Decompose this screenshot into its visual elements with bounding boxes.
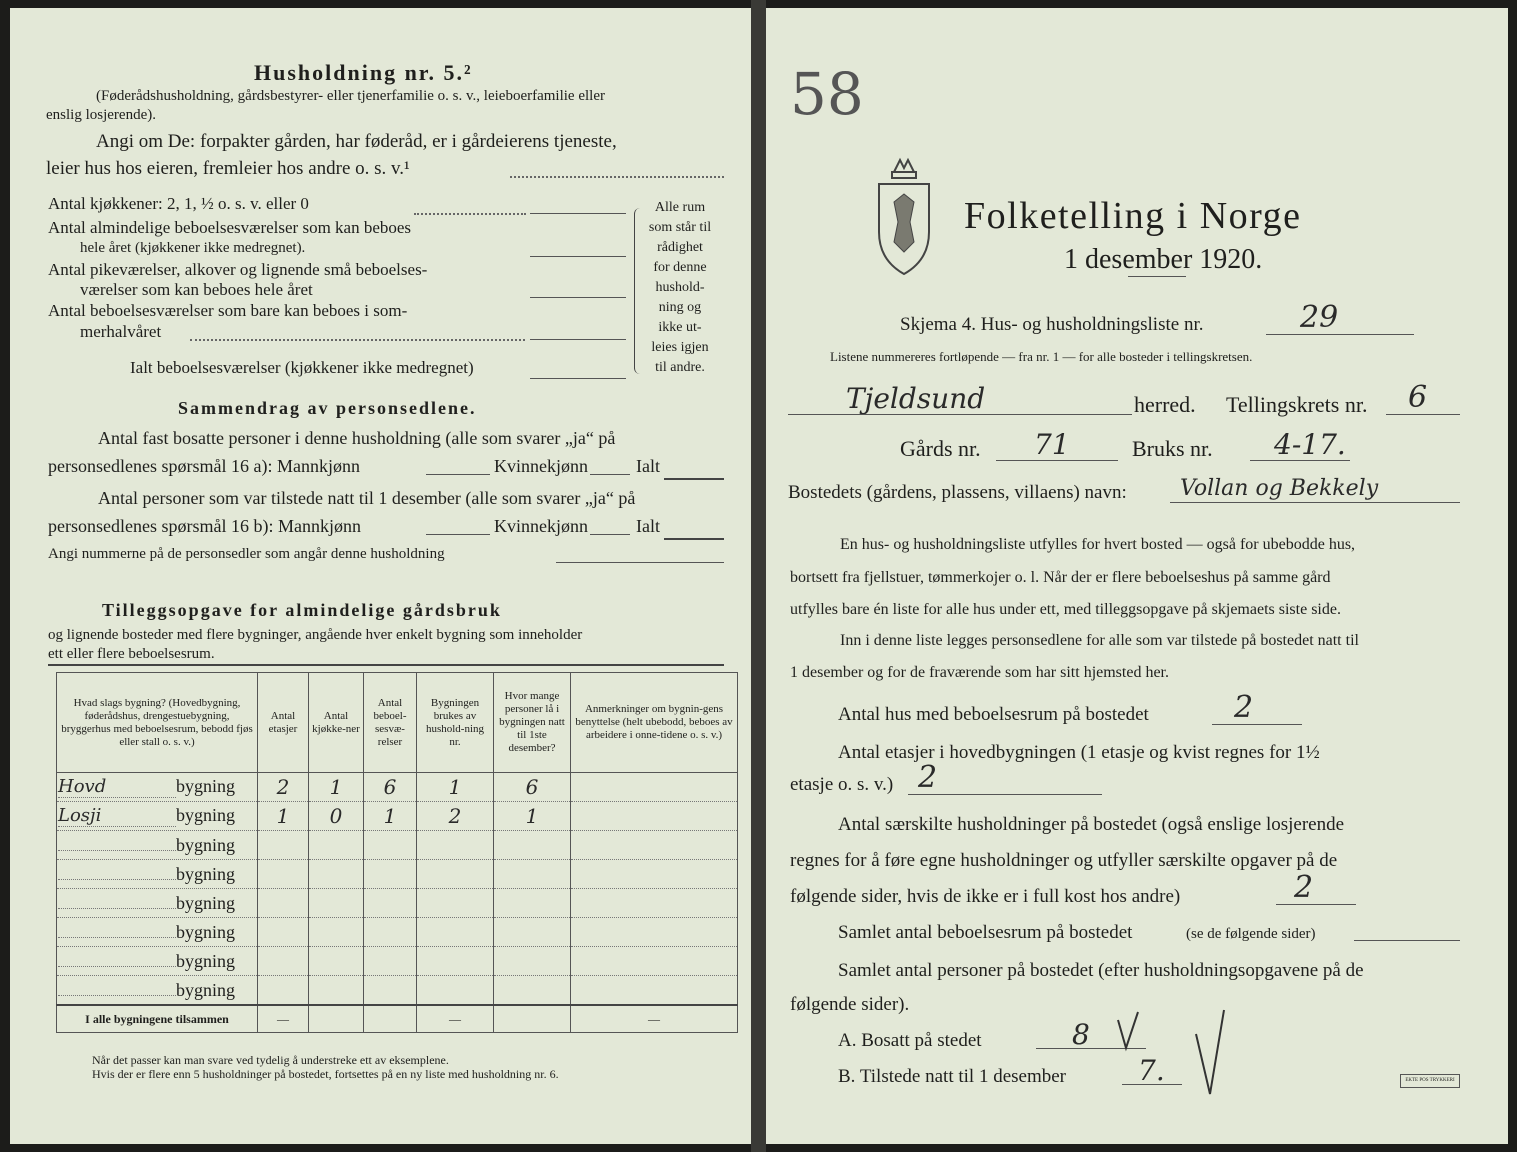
rooms-small-2: værelser som kan beboes hele året	[80, 280, 313, 299]
numbering-note: Listene nummereres fortløpende — fra nr. 1 — for alle bosteder i tellingskretsen.	[830, 349, 1253, 364]
building-row	[57, 831, 738, 860]
building-cell	[309, 976, 364, 1006]
summer-answer-line	[530, 339, 626, 340]
building-cell	[309, 831, 364, 860]
building-suffix: bygning	[176, 950, 236, 971]
women-16b-line	[590, 534, 630, 535]
building-name-cell	[57, 918, 258, 947]
building-name	[58, 966, 176, 967]
building-cell	[417, 918, 494, 947]
total-cell	[364, 1005, 417, 1033]
ask-answer-line	[510, 176, 724, 178]
intro-line-2: enslig losjerende).	[46, 107, 156, 123]
building-row	[57, 773, 738, 802]
women-16a-line	[590, 474, 630, 475]
instructions-5: 1 desember og for de fraværende som har sitt hjemsted her.	[790, 664, 1169, 681]
b-value: 7.	[1138, 1054, 1165, 1087]
q-rum: Samlet antal beboelsesrum på bostedet	[838, 922, 1133, 943]
building-cell	[417, 947, 494, 976]
summary-numbers: Angi nummerne på de personsedler som angår denne husholdning	[48, 546, 445, 562]
building-cell	[494, 860, 571, 889]
building-cell	[364, 889, 417, 918]
building-cell	[571, 947, 738, 976]
building-cell	[571, 976, 738, 1006]
col-building-type: Hvad slags bygning? (Hovedbygning, føderådshus, drengestuebygning, bryggerhus med beboelsesrum, bebodd fjøs eller stall o. s. v.)	[57, 673, 258, 773]
building-cell	[364, 831, 417, 860]
building-cell: 2	[258, 773, 309, 802]
total-cell: —	[571, 1005, 738, 1033]
building-cell	[417, 831, 494, 860]
building-suffix: bygning	[176, 892, 236, 913]
building-name-cell	[57, 860, 258, 889]
total-cell	[494, 1005, 571, 1033]
building-cell	[309, 918, 364, 947]
building-cell	[258, 860, 309, 889]
building-cell: 6	[364, 773, 417, 802]
small-answer-line	[530, 297, 626, 298]
building-name-cell	[57, 831, 258, 860]
schema-label: Skjema 4. Hus- og husholdningsliste nr.	[900, 314, 1204, 335]
building-cell: 1	[417, 773, 494, 802]
summary-title: Sammendrag av personsedlene.	[178, 398, 477, 418]
krets-label: Tellingskrets nr.	[1226, 392, 1368, 417]
extra-text-2: ett eller flere beboelsesrum.	[48, 646, 215, 662]
rooms-summer: Antal beboelsesværelser som bare kan beboes i som-	[48, 301, 408, 320]
household-title: Husholdning nr. 5.²	[254, 60, 473, 85]
q-rum-note: (se de følgende sider)	[1186, 926, 1316, 942]
building-total-row	[57, 1005, 738, 1033]
side-note-5: hushold-	[655, 280, 705, 295]
extra-text-1: og lignende bosteder med flere bygninger, angående hver enkelt bygning som inneholder	[48, 627, 583, 643]
building-cell: 1	[364, 802, 417, 831]
q-hus-value: 2	[1234, 690, 1254, 725]
rooms-small: Antal pikeværelser, alkover og lignende små beboelses-	[48, 260, 428, 279]
building-suffix: bygning	[176, 921, 236, 942]
building-row	[57, 918, 738, 947]
building-cell	[258, 947, 309, 976]
col-household: Bygningen brukes av hushold-ning nr.	[417, 673, 494, 773]
instructions-3: utfylles bare én liste for alle hus under ett, med tilleggsopgave på skjemaets siste side.	[790, 601, 1341, 618]
building-name: Hovd	[58, 776, 176, 798]
q-etasjer-1: Antal etasjer i hovedbygningen (1 etasje og kvist regnes for 1½	[838, 742, 1320, 763]
total-cell: —	[258, 1005, 309, 1033]
building-name	[58, 995, 176, 996]
building-row	[57, 860, 738, 889]
building-cell	[494, 889, 571, 918]
building-cell	[309, 889, 364, 918]
side-note-6: ning og	[658, 300, 702, 315]
intro-line-1: (Føderådshusholdning, gårdsbestyrer- eller tjenerfamilie o. s. v., leieboerfamilie eller	[96, 88, 605, 104]
herred-value: Tjeldsund	[846, 382, 986, 415]
side-note	[640, 198, 720, 378]
building-cell	[364, 947, 417, 976]
q-hus: Antal hus med beboelsesrum på bostedet	[838, 704, 1149, 725]
building-cell	[364, 918, 417, 947]
gards-value: 71	[1034, 428, 1070, 461]
rooms-ordinary: Antal almindelige beboelsesværelser som kan beboes	[48, 218, 412, 237]
building-cell: 1	[258, 802, 309, 831]
footnote-2: Hvis der er flere enn 5 husholdninger på bostedet, fortsettes på en ny liste med husholdning nr. 6.	[92, 1067, 559, 1081]
building-cell: 0	[309, 802, 364, 831]
col-remarks: Anmerkninger om bygnin-gens benyttelse (helt ubebodd, beboes av arbeidere i onne-tidene o. s. v.)	[571, 673, 738, 773]
total-answer-line	[530, 378, 626, 379]
q-hush-1: Antal særskilte husholdninger på bostedet (også enslige losjerende	[838, 814, 1345, 835]
a-value: 8	[1072, 1018, 1090, 1051]
building-suffix: bygning	[176, 834, 236, 855]
building-name	[58, 879, 176, 880]
q-etasjer-2: etasje o. s. v.)	[790, 774, 894, 795]
building-cell	[494, 976, 571, 1006]
gards-label: Gårds nr.	[900, 436, 981, 461]
total-cell	[309, 1005, 364, 1033]
building-cell	[258, 976, 309, 1006]
building-cell	[417, 889, 494, 918]
building-cell	[309, 860, 364, 889]
side-note-1: Alle rum	[654, 200, 706, 215]
building-table	[56, 672, 738, 1033]
extra-title: Tilleggsopgave for almindelige gårdsbruk	[102, 600, 502, 620]
rooms-summer-2: merhalvåret	[80, 322, 162, 341]
building-name-cell	[57, 802, 258, 831]
rooms-kitchens: Antal kjøkkener: 2, 1, ½ o. s. v. eller 0	[48, 194, 309, 213]
building-name-cell	[57, 889, 258, 918]
bosted-label: Bostedets (gårdens, plassens, villaens) navn:	[788, 482, 1127, 503]
men-16a-line	[426, 474, 490, 475]
summary-total-2: Ialt	[636, 516, 660, 536]
col-floors: Antal etasjer	[258, 673, 309, 773]
summary-line-4: personsedlenes spørsmål 16 b): Mannkjønn	[48, 516, 361, 536]
pencil-number: 58	[790, 60, 864, 128]
building-cell	[494, 918, 571, 947]
building-cell: 1	[494, 802, 571, 831]
bosted-line	[1170, 502, 1460, 503]
total-16a-line	[664, 478, 724, 480]
extra-rule	[48, 664, 724, 666]
q-hush-line	[1276, 904, 1356, 905]
rooms-ordinary-2: hele året (kjøkkener ikke medregnet).	[80, 240, 306, 256]
building-cell	[571, 860, 738, 889]
building-cell: 6	[494, 773, 571, 802]
building-cell	[571, 918, 738, 947]
total-cell: —	[417, 1005, 494, 1033]
building-cell	[364, 860, 417, 889]
instructions-4: Inn i denne liste legges personsedlene for alle som var tilstede på bostedet natt til	[840, 632, 1359, 649]
building-suffix: bygning	[176, 776, 236, 796]
right-page	[766, 8, 1508, 1144]
building-cell: 1	[309, 773, 364, 802]
side-note-9: til andre.	[655, 360, 705, 375]
building-cell	[494, 831, 571, 860]
q-hush-value: 2	[1294, 870, 1314, 905]
schema-line	[1266, 334, 1414, 335]
gards-line	[996, 460, 1118, 461]
q-hush-2: regnes for å føre egne husholdninger og utfyller særskilte opgaver på de	[790, 850, 1338, 871]
summary-line-2: personsedlenes spørsmål 16 a): Mannkjønn	[48, 456, 360, 476]
herred-label: herred.	[1134, 392, 1196, 417]
schema-value: 29	[1300, 300, 1339, 335]
building-cell	[258, 918, 309, 947]
summary-line-3: Antal personer som var tilstede natt til 1 desember (alle som svarer „ja“ på	[98, 488, 636, 508]
q-hus-line	[1212, 724, 1302, 725]
bruks-line	[1250, 460, 1350, 461]
q-hush-3: følgende sider, hvis de ikke er i full kost hos andre)	[790, 886, 1181, 907]
building-cell: 2	[417, 802, 494, 831]
building-cell	[571, 802, 738, 831]
kitchens-answer-line	[530, 213, 626, 214]
men-16b-line	[426, 534, 490, 535]
bruks-label: Bruks nr.	[1132, 436, 1213, 461]
herred-line	[788, 414, 1132, 415]
building-cell	[258, 889, 309, 918]
date-underline	[1128, 276, 1186, 277]
building-cell	[571, 889, 738, 918]
side-note-2: som står til	[648, 220, 712, 235]
ask-line-1: Angi om De: forpakter gården, har føderåd, er i gårdeierens tjeneste,	[96, 131, 617, 152]
a-label: A. Bosatt på stedet	[838, 1030, 982, 1051]
building-cell	[571, 831, 738, 860]
building-name	[58, 908, 176, 909]
bosted-value: Vollan og Bekkely	[1180, 476, 1379, 501]
side-note-7: ikke ut-	[658, 320, 702, 335]
building-name-cell	[57, 947, 258, 976]
numbers-line	[556, 562, 724, 563]
building-cell	[417, 976, 494, 1006]
census-date: 1 desember 1920.	[1064, 244, 1263, 275]
col-rooms: Antal beboel-sesvæ-relser	[364, 673, 417, 773]
side-note-4: for denne	[653, 260, 707, 275]
building-name: Losji	[58, 805, 176, 827]
side-note-8: leies igjen	[651, 340, 709, 355]
building-suffix: bygning	[176, 805, 236, 825]
building-row	[57, 947, 738, 976]
building-name-cell	[57, 773, 258, 802]
page-gutter	[751, 0, 766, 1152]
building-cell	[571, 773, 738, 802]
col-persons: Hvor mange personer lå i bygningen natt til 1ste desember?	[494, 673, 571, 773]
ordinary-answer-line	[530, 256, 626, 257]
building-cell	[494, 947, 571, 976]
building-name	[58, 937, 176, 938]
total-16b-line	[664, 538, 724, 540]
building-name-cell	[57, 976, 258, 1006]
building-cell	[258, 831, 309, 860]
summary-total-1: Ialt	[636, 456, 660, 476]
main-title: Folketelling i Norge	[964, 195, 1302, 237]
krets-line	[1386, 414, 1460, 415]
side-note-3: rådighet	[657, 240, 703, 255]
q-etasjer-value: 2	[918, 760, 938, 795]
krets-value: 6	[1408, 380, 1428, 415]
building-suffix: bygning	[176, 979, 236, 1000]
footnote-1: Når det passer kan man svare ved tydelig å understreke ett av eksemplene.	[92, 1053, 449, 1067]
q-pers-1: Samlet antal personer på bostedet (efter husholdningsopgavene på de	[838, 960, 1364, 981]
b-label: B. Tilstede natt til 1 desember	[838, 1066, 1066, 1087]
coat-of-arms-icon	[874, 152, 934, 277]
q-pers-2: følgende sider).	[790, 994, 910, 1015]
building-name	[58, 850, 176, 851]
col-kitchens: Antal kjøkke-ner	[309, 673, 364, 773]
printer-stamp: EKTE POS TRYKKERI	[1400, 1074, 1460, 1088]
kitchens-dots	[414, 213, 526, 215]
building-cell	[417, 860, 494, 889]
total-label: I alle bygningene tilsammen	[57, 1005, 258, 1033]
summary-women-1: Kvinnekjønn	[494, 456, 588, 476]
building-suffix: bygning	[176, 863, 236, 884]
building-cell	[364, 976, 417, 1006]
building-row	[57, 802, 738, 831]
ask-line-2: leier hus hos eieren, fremleier hos andre o. s. v.¹	[46, 158, 410, 179]
rooms-total: Ialt beboelsesværelser (kjøkkener ikke medregnet)	[130, 358, 474, 377]
building-cell	[309, 947, 364, 976]
bruks-value: 4-17.	[1274, 428, 1346, 461]
instructions-2: bortsett fra fjellstuer, tømmerkojer o. l. Når der er flere beboelseshus på samme gård	[790, 569, 1331, 586]
instructions-1: En hus- og husholdningsliste utfylles for hvert bosted — også for ubebodde hus,	[840, 536, 1356, 553]
left-page	[10, 8, 751, 1144]
q-etasjer-line	[908, 794, 1102, 795]
building-row	[57, 889, 738, 918]
q-rum-line	[1354, 940, 1460, 941]
building-row	[57, 976, 738, 1006]
summer-dots	[190, 339, 525, 341]
summary-line-1: Antal fast bosatte personer i denne husholdning (alle som svarer „ja“ på	[98, 428, 616, 448]
check-marks-icon	[1116, 1008, 1236, 1100]
summary-women-2: Kvinnekjønn	[494, 516, 588, 536]
